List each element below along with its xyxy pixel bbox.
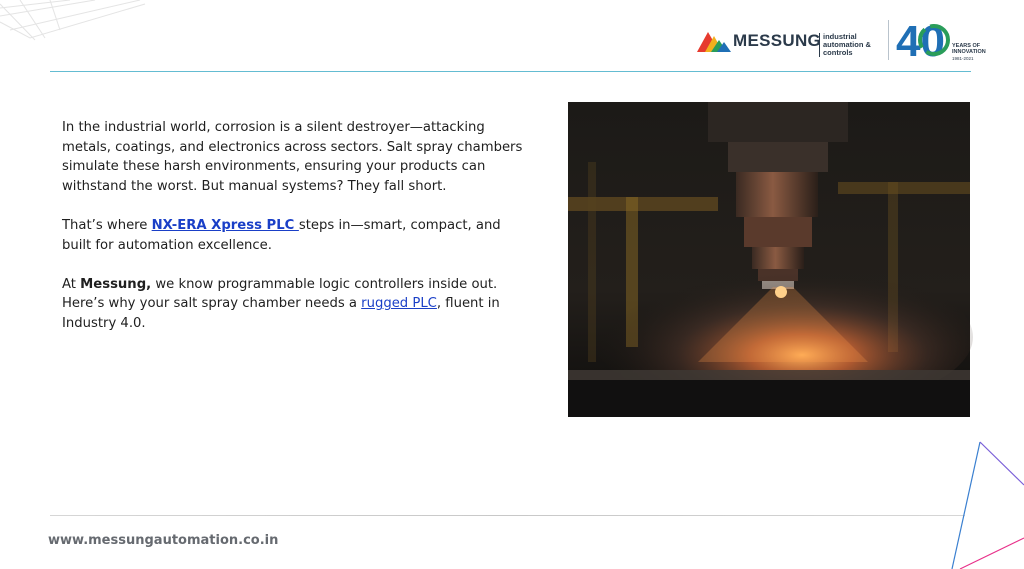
paragraph-product (62, 216, 532, 255)
rugged-plc-link[interactable]: rugged PLC (361, 296, 437, 312)
messung-bold: Messung, (80, 276, 152, 292)
brand-tagline-line2: automation & controls (823, 40, 871, 57)
paragraph-messung (62, 275, 532, 334)
anniversary-text-line2: INNOVATION (952, 49, 986, 55)
anniversary-number: 40 (896, 17, 945, 66)
header-divider (888, 20, 889, 60)
brand-name: MESSUNG (733, 31, 822, 50)
anniversary-logo (896, 17, 986, 66)
paragraph-messung-lead: At (62, 276, 81, 292)
brand-tagline (819, 33, 882, 57)
anniversary-years: 1981-2021 (952, 56, 974, 61)
brand-tagline-line1: industrial (823, 32, 857, 41)
corner-decoration-bottom-right (930, 430, 1024, 569)
paragraph-intro: In the industrial world, corrosion is a silent destroyer—attacking metals, coatings, and electronics across sectors. Salt spray chambers simulate these harsh environments, ensuring your products can withstand the worst. But manual systems? They fall short. (62, 120, 523, 194)
paragraph-messung-tail: , fluent in Industry 4.0. (62, 296, 500, 331)
website-url[interactable]: www.messungautomation.co.in (48, 533, 279, 548)
paragraph-product-tail: steps in—smart, compact, and built for automation excellence. (62, 217, 501, 253)
footer-rule (50, 515, 965, 516)
body-text (62, 118, 532, 353)
messung-logo[interactable] (697, 28, 882, 57)
paragraph-product-lead: That’s where (62, 217, 152, 233)
header-rule (50, 71, 971, 72)
paragraph-messung-middle: we know programmable logic controllers inside out. Here’s why your salt spray chamber needs a (62, 276, 498, 312)
nx-era-xpress-plc-link[interactable]: NX-ERA Xpress PLC (151, 217, 299, 233)
header (0, 0, 1024, 72)
messung-mountain-icon (697, 30, 731, 52)
salt-spray-nozzle-photo (568, 102, 970, 417)
anniversary-text-line1: YEARS OF (952, 43, 981, 49)
